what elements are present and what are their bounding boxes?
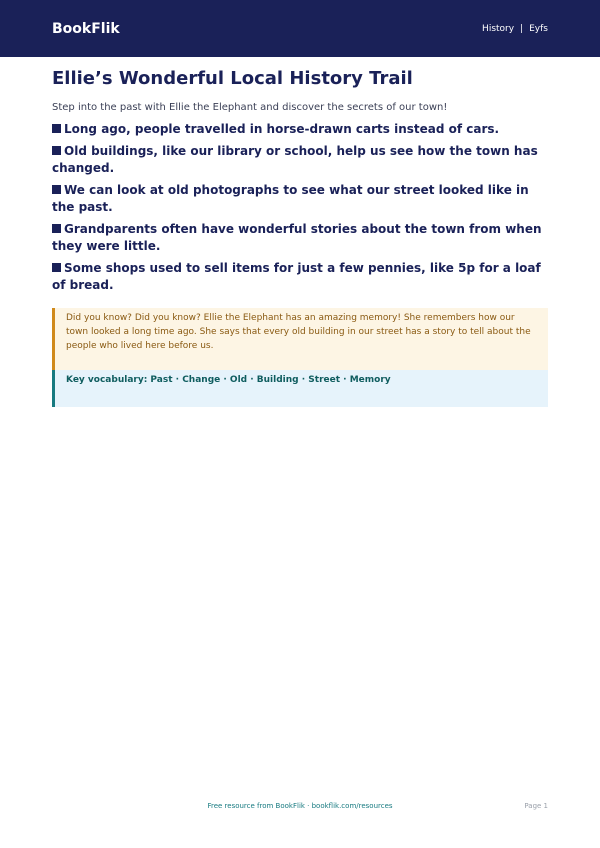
- list-item: [52, 182, 548, 216]
- square-bullet-icon: [52, 146, 61, 155]
- fact-text: Long ago, people travelled in horse-drawn carts instead of cars.: [64, 122, 500, 136]
- square-bullet-icon: [52, 124, 61, 133]
- fact-text: Some shops used to sell items for just a few pennies, like 5p for a loaf of bread.: [52, 261, 541, 292]
- breadcrumb-separator: |: [520, 23, 524, 34]
- square-bullet-icon: [52, 263, 61, 272]
- fact-text: Grandparents often have wonderful stories about the town from when they were little.: [52, 222, 542, 253]
- fact-text: We can look at old photographs to see what our street looked like in the past.: [52, 183, 529, 214]
- main-content: [0, 66, 600, 407]
- square-bullet-icon: [52, 224, 61, 233]
- fact-text: Old buildings, like our library or school, help us see how the town has changed.: [52, 144, 538, 175]
- breadcrumb-eyfs[interactable]: Eyfs: [529, 23, 548, 34]
- brand-logo-text[interactable]: BookFlik: [52, 20, 120, 37]
- page-number: Page 1: [524, 802, 548, 810]
- breadcrumb: [482, 24, 548, 34]
- page-footer: [52, 802, 548, 810]
- did-you-know-callout: [52, 308, 548, 370]
- square-bullet-icon: [52, 185, 61, 194]
- callout-text: Did you know? Did you know? Ellie the Elephant has an amazing memory! She remembers how our town looked a long time ago. She says that every old building in our street has a story to tell about the people who lived here before us.: [66, 313, 531, 351]
- breadcrumb-history[interactable]: History: [482, 23, 515, 34]
- list-item: [52, 121, 548, 138]
- list-item: [52, 143, 548, 177]
- page-title: Ellie’s Wonderful Local History Trail: [52, 68, 413, 89]
- vocab-text: Key vocabulary: Past · Change · Old · Building · Street · Memory: [66, 375, 391, 385]
- footer-credit-link[interactable]: Free resource from BookFlik · bookflik.com/resources: [207, 802, 393, 810]
- facts-list: [52, 121, 548, 294]
- intro-text: Step into the past with Ellie the Elephant and discover the secrets of our town!: [52, 102, 448, 113]
- list-item: [52, 260, 548, 294]
- site-header: [0, 0, 600, 57]
- key-vocabulary-box: [52, 370, 548, 407]
- list-item: [52, 221, 548, 255]
